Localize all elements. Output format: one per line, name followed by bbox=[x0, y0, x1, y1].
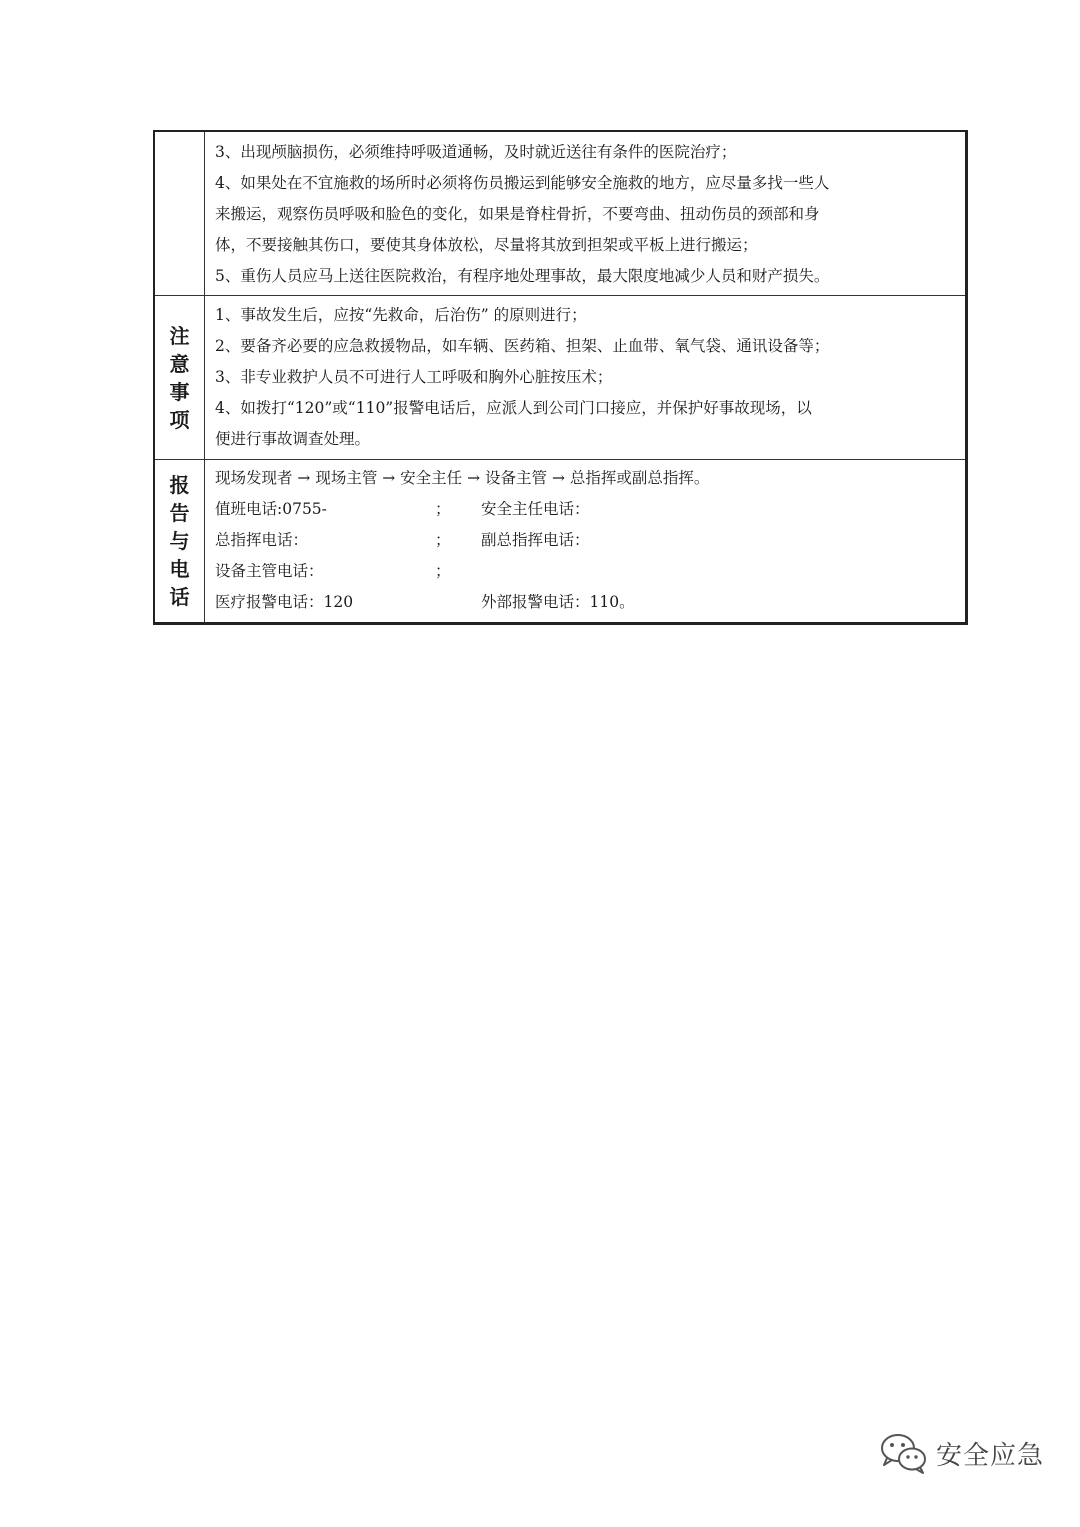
contact-right: 安全主任电话： bbox=[481, 500, 590, 518]
first-aid-line: 体，不要接触其伤口，要使其身体放松，尽量将其放到担架或平板上进行搬运； bbox=[215, 236, 758, 254]
precaution-line: 便进行事故调查处理。 bbox=[215, 430, 371, 448]
row-label-report-phone bbox=[154, 460, 205, 624]
first-aid-line: 5、重伤人员应马上送往医院救治，有程序地处理事故，最大限度地减少人员和财产损失。 bbox=[215, 267, 830, 285]
table-row-report-phone bbox=[154, 460, 967, 624]
report-flow: 现场发现者 → 现场主管 → 安全主任 → 设备主管 → 总指挥或副总指挥。 bbox=[215, 469, 710, 487]
contact-separator: ； bbox=[435, 562, 451, 580]
contact-separator: ； bbox=[435, 531, 451, 549]
emergency-procedure-table bbox=[153, 130, 968, 625]
contact-right: 副总指挥电话： bbox=[481, 531, 590, 549]
contact-left: 医疗报警电话：120 bbox=[215, 593, 354, 611]
precaution-line: 4、如拨打“120”或“110”报警电话后，应派人到公司门口接应，并保护好事故现场，以 bbox=[215, 399, 812, 417]
row-label-precautions bbox=[154, 296, 205, 460]
contact-right: 外部报警电话：110。 bbox=[481, 593, 635, 611]
precautions-label: 注意事项 bbox=[169, 323, 190, 432]
source-watermark bbox=[878, 1428, 1044, 1478]
contact-left: 总指挥电话： bbox=[215, 531, 309, 549]
report-phone-content bbox=[205, 460, 967, 624]
precaution-line: 2、要备齐必要的应急救援物品，如车辆、医药箱、担架、止血带、氧气袋、通讯设备等； bbox=[215, 337, 830, 355]
first-aid-content bbox=[205, 131, 967, 296]
table-row-first-aid bbox=[154, 131, 967, 296]
table-row-precautions bbox=[154, 296, 967, 460]
contact-separator bbox=[435, 587, 481, 618]
contact-list bbox=[215, 494, 959, 618]
contact-right bbox=[481, 556, 959, 587]
first-aid-line: 来搬运，观察伤员呼吸和脸色的变化，如果是脊柱骨折，不要弯曲、扭动伤员的颈部和身 bbox=[215, 205, 820, 223]
first-aid-line: 3、出现颅脑损伤，必须维持呼吸道通畅，及时就近送往有条件的医院治疗； bbox=[215, 143, 737, 161]
precaution-line: 3、非专业救护人员不可进行人工呼吸和胸外心脏按压术； bbox=[215, 368, 613, 386]
contact-separator: ； bbox=[435, 500, 451, 518]
contact-left: 值班电话:0755- bbox=[215, 500, 327, 518]
first-aid-line: 4、如果处在不宜施救的场所时必须将伤员搬运到能够安全施救的地方，应尽量多找一些人 bbox=[215, 174, 830, 192]
row-label-empty bbox=[154, 131, 205, 296]
wechat-icon bbox=[878, 1430, 930, 1476]
precaution-line: 1、事故发生后，应按“先救命，后治伤” 的原则进行； bbox=[215, 306, 587, 324]
watermark-text: 安全应急 bbox=[936, 1440, 1045, 1471]
contact-left: 设备主管电话： bbox=[215, 562, 324, 580]
report-phone-label: 报告与电话 bbox=[169, 473, 190, 609]
precautions-content bbox=[205, 296, 967, 460]
